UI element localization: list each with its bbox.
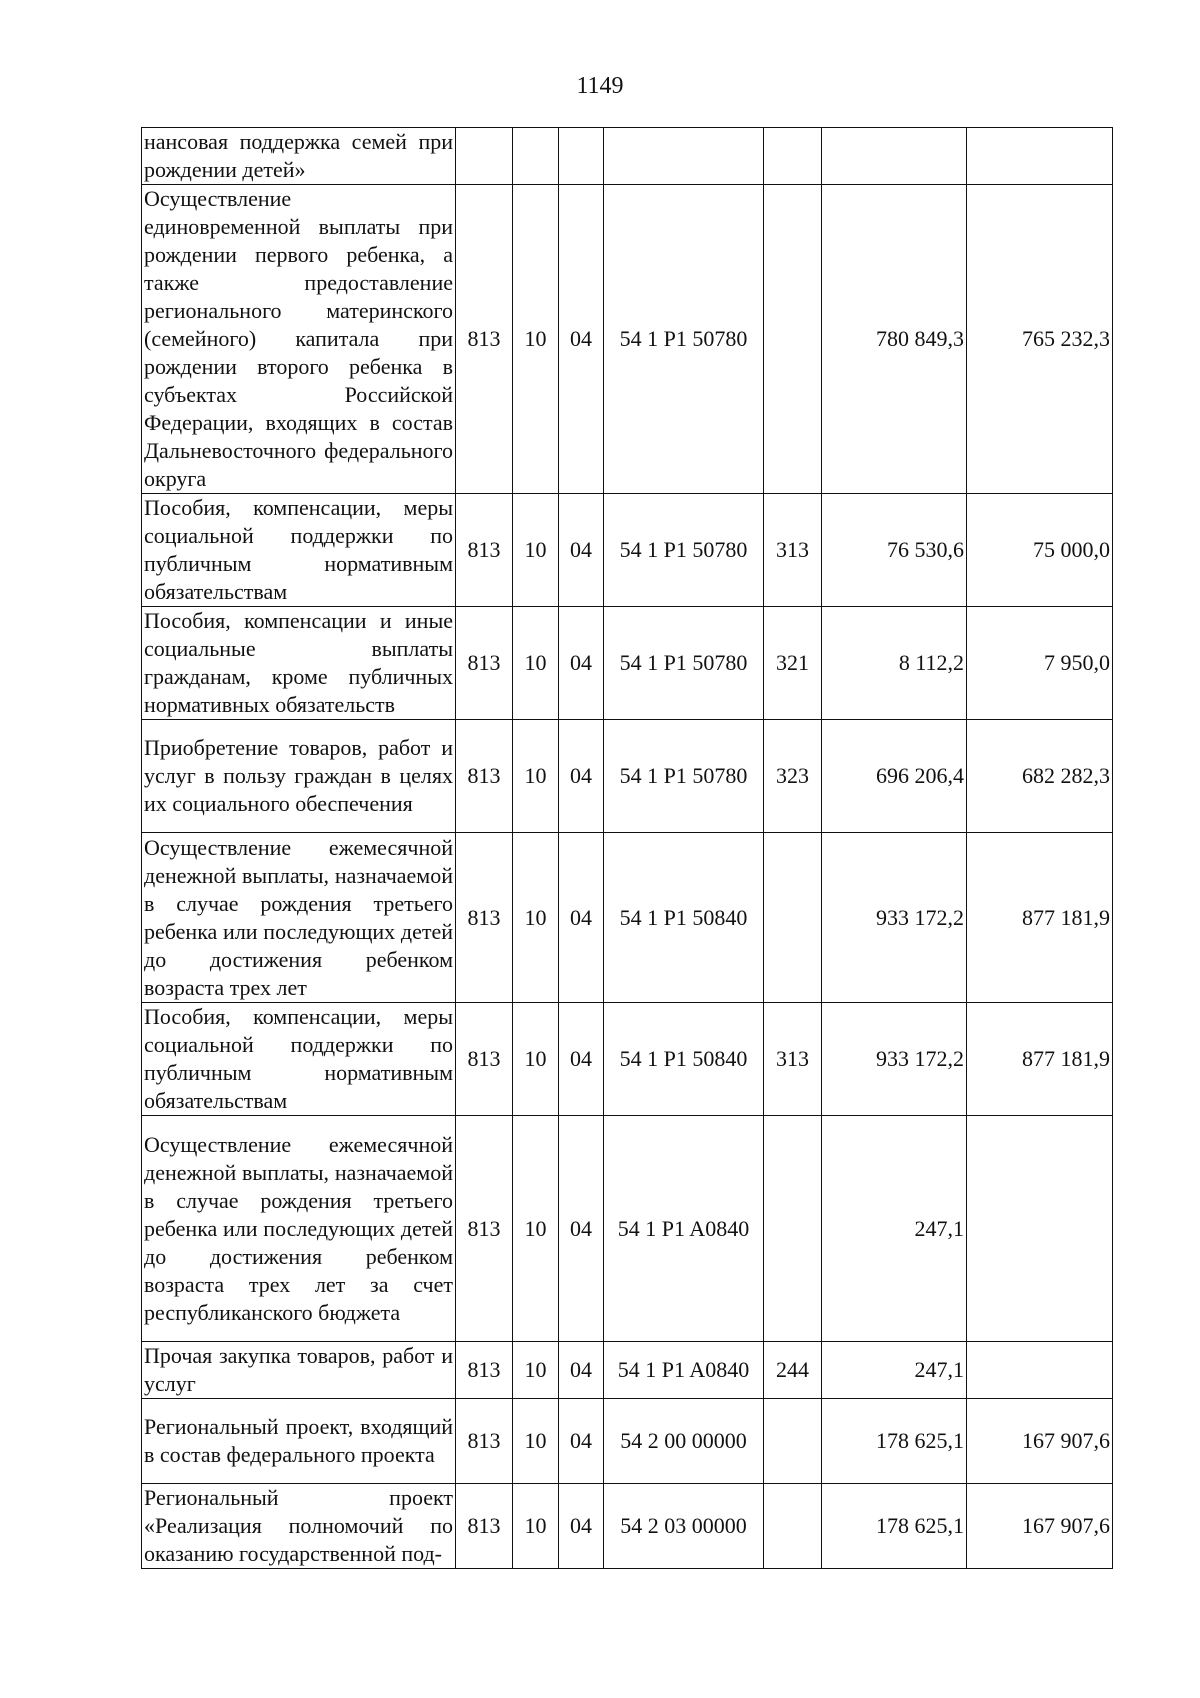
subsection-cell: 04 [559,833,604,1003]
expense-type-cell: 313 [764,1003,822,1116]
target-article-cell: 54 1 P1 50780 [604,185,764,494]
grbs-cell [456,128,513,185]
row-description: Пособия, компенсации, меры социальной поддержки по публичным нормативным обязательствам [142,1003,456,1116]
table-row [142,494,1113,607]
expense-type-cell: 323 [764,720,822,833]
grbs-cell: 813 [456,1399,513,1484]
row-description: Осуществление ежемесячной денежной выплаты, назначаемой в случае рождения третьего ребенка или последующих детей до достижения ребенком возраста трех лет за счет республиканского бюджета [142,1116,456,1342]
section-cell: 10 [513,833,559,1003]
table-row [142,833,1113,1003]
expense-type-cell [764,1116,822,1342]
row-description: Региональный проект, входящий в состав федерального проекта [142,1399,456,1484]
target-article-cell: 54 1 P1 50840 [604,1003,764,1116]
target-article-cell: 54 1 P1 50780 [604,494,764,607]
amount-second-year-cell: 167 907,6 [967,1484,1113,1569]
table-row [142,128,1113,185]
target-article-cell: 54 1 P1 50840 [604,833,764,1003]
section-cell: 10 [513,1116,559,1342]
table-row [142,1342,1113,1399]
expense-type-cell: 321 [764,607,822,720]
amount-second-year-cell: 877 181,9 [967,1003,1113,1116]
table-row [142,185,1113,494]
row-description: Осуществление ежемесячной денежной выплаты, назначаемой в случае рождения третьего ребенка или последующих детей до достижения ребенком возраста трех лет [142,833,456,1003]
amount-first-year-cell: 178 625,1 [822,1399,967,1484]
section-cell: 10 [513,607,559,720]
subsection-cell: 04 [559,1003,604,1116]
grbs-cell: 813 [456,494,513,607]
expense-type-cell [764,185,822,494]
grbs-cell: 813 [456,1003,513,1116]
amount-second-year-cell: 877 181,9 [967,833,1113,1003]
amount-first-year-cell: 247,1 [822,1116,967,1342]
expense-type-cell [764,1484,822,1569]
expense-type-cell [764,128,822,185]
subsection-cell: 04 [559,185,604,494]
row-description: Пособия, компенсации, меры социальной поддержки по публичным нормативным обязательствам [142,494,456,607]
section-cell: 10 [513,1003,559,1116]
row-description: Региональный проект «Реализация полномочий по оказанию государственной под- [142,1484,456,1569]
target-article-cell [604,128,764,185]
grbs-cell: 813 [456,1342,513,1399]
grbs-cell: 813 [456,1484,513,1569]
section-cell: 10 [513,494,559,607]
grbs-cell: 813 [456,833,513,1003]
expense-type-cell: 244 [764,1342,822,1399]
subsection-cell: 04 [559,607,604,720]
table-row [142,1484,1113,1569]
amount-second-year-cell: 682 282,3 [967,720,1113,833]
amount-first-year-cell: 933 172,2 [822,1003,967,1116]
subsection-cell: 04 [559,1399,604,1484]
expense-type-cell [764,833,822,1003]
amount-second-year-cell: 7 950,0 [967,607,1113,720]
section-cell: 10 [513,1342,559,1399]
section-cell: 10 [513,1399,559,1484]
target-article-cell: 54 1 P1 A0840 [604,1116,764,1342]
subsection-cell: 04 [559,1484,604,1569]
target-article-cell: 54 2 00 00000 [604,1399,764,1484]
subsection-cell: 04 [559,494,604,607]
grbs-cell: 813 [456,1116,513,1342]
row-description: Осуществление единовременной выплаты при рождении первого ребенка, а также предоставление регионального материнского (семейного) капитала при рождении второго ребенка в субъектах Российской Федерации, входящих в состав Дальневосточного федерального округа [142,185,456,494]
section-cell: 10 [513,185,559,494]
expense-type-cell [764,1399,822,1484]
grbs-cell: 813 [456,185,513,494]
target-article-cell: 54 1 P1 50780 [604,607,764,720]
amount-first-year-cell: 8 112,2 [822,607,967,720]
subsection-cell [559,128,604,185]
table-row [142,1116,1113,1342]
subsection-cell: 04 [559,1342,604,1399]
section-cell: 10 [513,1484,559,1569]
table-row [142,1003,1113,1116]
expense-type-cell: 313 [764,494,822,607]
table-row [142,607,1113,720]
row-description: Пособия, компенсации и иные социальные выплаты гражданам, кроме публичных нормативных обязательств [142,607,456,720]
subsection-cell: 04 [559,1116,604,1342]
table-row [142,1399,1113,1484]
grbs-cell: 813 [456,607,513,720]
section-cell: 10 [513,720,559,833]
target-article-cell: 54 2 03 00000 [604,1484,764,1569]
row-description: Прочая закупка товаров, работ и услуг [142,1342,456,1399]
amount-first-year-cell: 178 625,1 [822,1484,967,1569]
section-cell [513,128,559,185]
amount-first-year-cell: 696 206,4 [822,720,967,833]
amount-second-year-cell [967,1116,1113,1342]
row-description: Приобретение товаров, работ и услуг в пользу граждан в целях их социального обеспечения [142,720,456,833]
amount-first-year-cell: 76 530,6 [822,494,967,607]
amount-first-year-cell [822,128,967,185]
grbs-cell: 813 [456,720,513,833]
subsection-cell: 04 [559,720,604,833]
amount-first-year-cell: 933 172,2 [822,833,967,1003]
page-number: 1149 [576,73,624,99]
amount-second-year-cell: 167 907,6 [967,1399,1113,1484]
amount-second-year-cell: 75 000,0 [967,494,1113,607]
amount-second-year-cell [967,128,1113,185]
amount-first-year-cell: 780 849,3 [822,185,967,494]
amount-first-year-cell: 247,1 [822,1342,967,1399]
amount-second-year-cell [967,1342,1113,1399]
table-row [142,720,1113,833]
row-description: нансовая поддержка семей при рождении детей» [142,128,456,185]
target-article-cell: 54 1 P1 50780 [604,720,764,833]
budget-table [141,127,1113,1569]
amount-second-year-cell: 765 232,3 [967,185,1113,494]
target-article-cell: 54 1 P1 A0840 [604,1342,764,1399]
